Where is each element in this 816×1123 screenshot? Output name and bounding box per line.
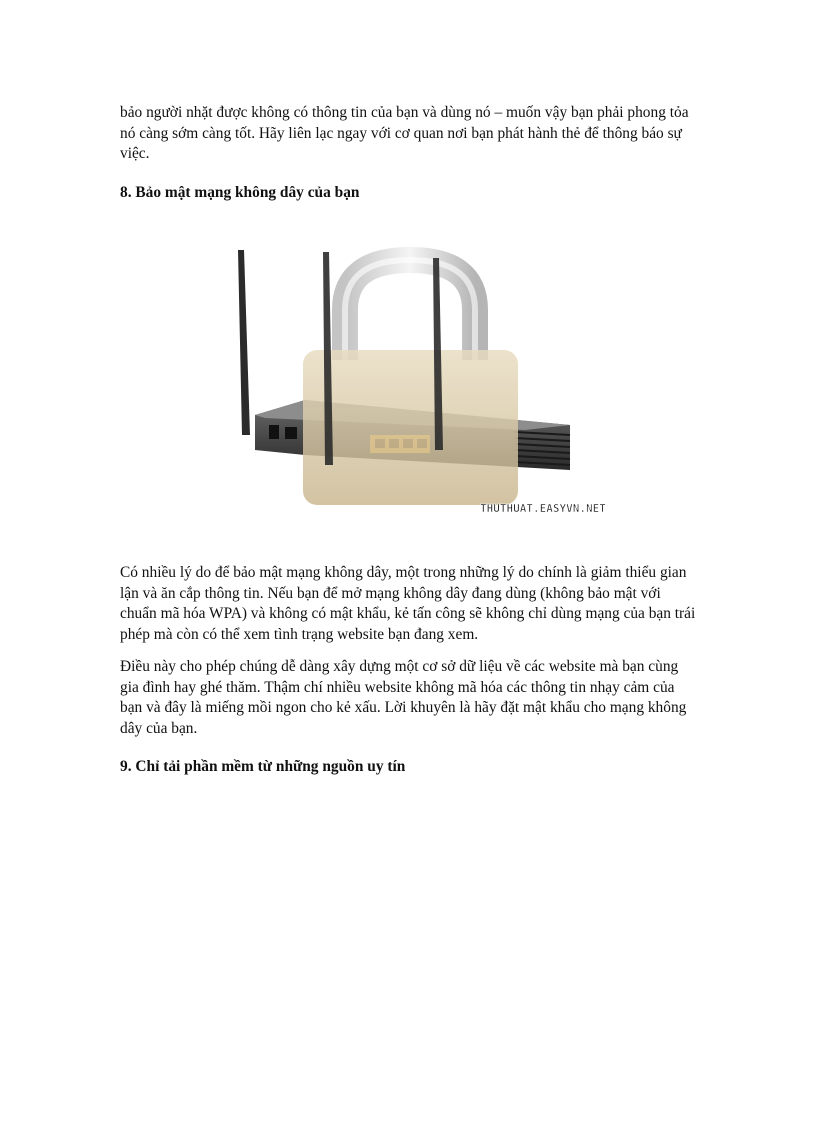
image-watermark: THUTHUAT.EASYVN.NET [480,502,606,515]
router-padlock-image [225,240,620,520]
intro-paragraph: bảo người nhặt được không có thông tin của bạn và dùng nó – muốn vậy bạn phải phong tỏa nó càng sớm càng tốt. Hãy liên lạc ngay với cơ quan nơi bạn phát hành thẻ để thông báo sự việc. [120,104,689,162]
section-9-heading: 9. Chỉ tải phần mềm từ những nguồn uy tín [120,758,406,775]
padlock-body [303,350,518,505]
paragraph-1: Có nhiều lý do để bảo mật mạng không dây, một trong những lý do chính là giảm thiểu gian lận và ăn cắp thông tin. Nếu bạn để mở mạng không dây đang dùng (không bảo mật với chuẩn mã hóa WPA) và không có mật khẩu, kẻ tấn công sẽ không chỉ dùng mạng của bạn trái phép mà còn có thể xem tình trạng website bạn đang xem. [120,564,696,643]
router-padlock-figure [225,240,620,520]
section-8-heading: 8. Bảo mật mạng không dây của bạn [120,184,360,201]
paragraph-2: Điều này cho phép chúng dễ dàng xây dựng một cơ sở dữ liệu về các website mà bạn cùng gia đình hay ghé thăm. Thậm chí nhiều website không mã hóa các thông tin nhạy cảm của bạn và đây là miếng mồi ngon cho kẻ xấu. Lời khuyên là hãy đặt mật khẩu cho mạng không dây của bạn. [120,658,687,737]
padlock-shackle [345,260,475,360]
